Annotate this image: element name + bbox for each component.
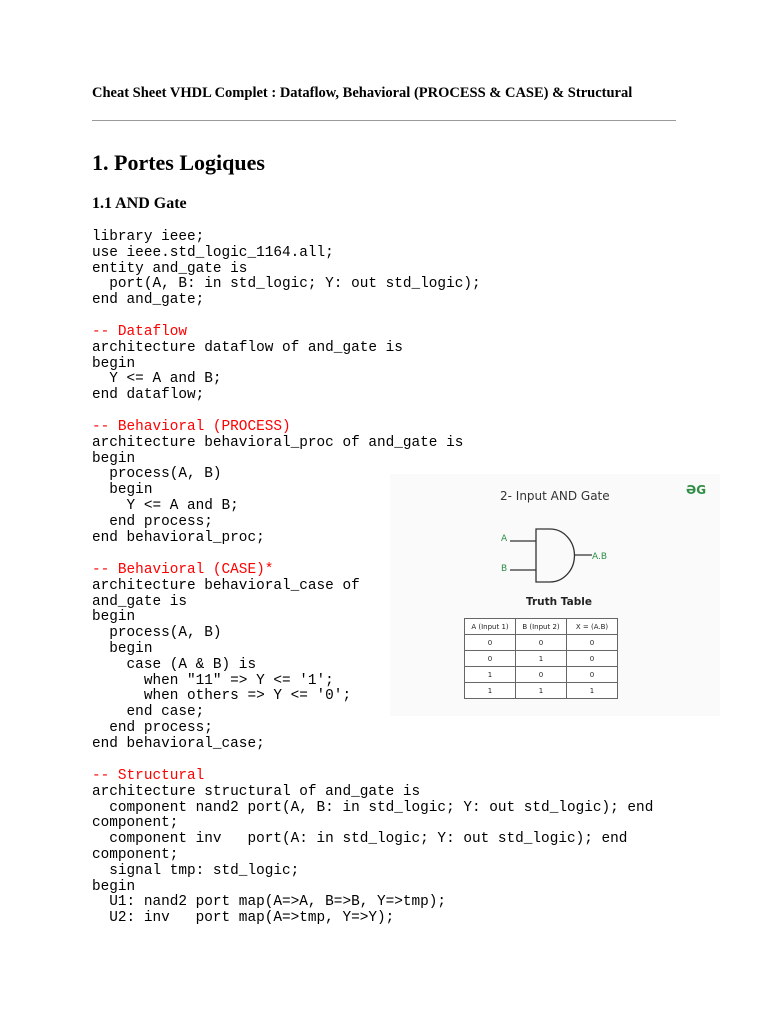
subsection-heading: 1.1 AND Gate xyxy=(92,195,187,212)
output-label: A.B xyxy=(592,552,608,562)
structural-code-block xyxy=(92,769,653,927)
input-a-label: A xyxy=(501,534,508,544)
truth-table-cell: 0 xyxy=(567,667,618,683)
truth-table-cell: 0 xyxy=(516,667,567,683)
truth-table-title: Truth Table xyxy=(526,596,592,608)
truth-table-header: A (Input 1) xyxy=(465,619,516,635)
truth-table-cell: 1 xyxy=(465,667,516,683)
and-gate-symbol xyxy=(536,529,574,582)
behavioral-proc-comment: -- Behavioral (PROCESS) xyxy=(92,419,291,435)
truth-table-row xyxy=(465,667,618,683)
truth-table-cell: 0 xyxy=(465,651,516,667)
dataflow-code: architecture dataflow of and_gate is begin Y <= A and B; end dataflow; xyxy=(92,339,403,404)
truth-table-cell: 1 xyxy=(465,683,516,699)
truth-table-cell: 0 xyxy=(516,635,567,651)
document-title: Cheat Sheet VHDL Complet : Dataflow, Behavioral (PROCESS & CASE) & Structural xyxy=(92,85,633,101)
truth-table-cell: 1 xyxy=(516,651,567,667)
logo-icon: ƏG xyxy=(686,483,707,497)
structural-comment: -- Structural xyxy=(92,768,205,784)
truth-table-cell: 0 xyxy=(567,651,618,667)
behavioral-case-comment: -- Behavioral (CASE)* xyxy=(92,562,274,578)
truth-table-cell: 1 xyxy=(516,683,567,699)
and-gate-figure xyxy=(390,474,720,716)
truth-table-header-row xyxy=(465,619,618,635)
truth-table-cell: 1 xyxy=(567,683,618,699)
header-divider xyxy=(92,120,676,121)
behavioral-proc-code: architecture behavioral_proc of and_gate is begin process(A, B) begin Y <= A and B; end process; end behavioral_proc; xyxy=(92,434,464,546)
truth-table-row xyxy=(465,635,618,651)
truth-table-header: B (Input 2) xyxy=(516,619,567,635)
behavioral-case-code-block xyxy=(92,563,360,753)
truth-table-row xyxy=(465,683,618,699)
structural-code: architecture structural of and_gate is component nand2 port(A, B: in std_logic; Y: out std_logic); end component; component inv port(A: in std_logic; Y: out std_logic); end component; signal tmp: std_logic; begin U1: nand2 port map(A=>A, B=>B, Y=>tmp); U2: inv port map(A=>tmp, Y=>Y); xyxy=(92,783,654,927)
truth-table-header: X = (A.B) xyxy=(567,619,618,635)
section-heading: 1. Portes Logiques xyxy=(92,150,265,175)
figure-title: 2- Input AND Gate xyxy=(500,489,610,503)
truth-table-row xyxy=(465,651,618,667)
truth-table xyxy=(464,618,618,699)
entity-code-block: library ieee; use ieee.std_logic_1164.all; entity and_gate is port(A, B: in std_logic; Y: out std_logic); end and_gate; xyxy=(92,229,481,309)
behavioral-case-code: architecture behavioral_case of and_gate is begin process(A, B) begin case (A & B) is when "11" => Y <= '1'; when others => Y <= '0'; end case; end process; end behavioral_case; xyxy=(92,577,360,752)
truth-table-cell: 0 xyxy=(465,635,516,651)
dataflow-code-block xyxy=(92,325,403,404)
truth-table-cell: 0 xyxy=(567,635,618,651)
dataflow-comment: -- Dataflow xyxy=(92,324,187,340)
input-b-label: B xyxy=(501,564,508,574)
